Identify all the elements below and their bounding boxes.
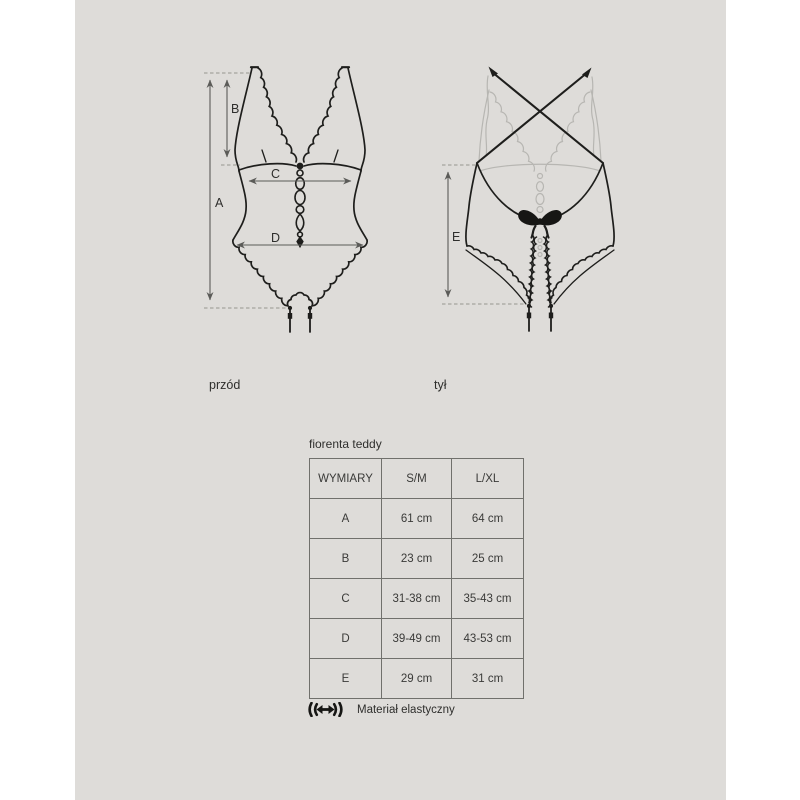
measure-label-a: A xyxy=(215,196,224,210)
front-neckline-right-scallop xyxy=(304,68,342,162)
table-row xyxy=(310,499,524,539)
back-garter-straps xyxy=(529,307,551,331)
front-bust-seam-right xyxy=(304,164,361,170)
size-table-header-row xyxy=(310,459,524,499)
table-row xyxy=(310,579,524,619)
front-leg-trim-left xyxy=(233,240,288,306)
product-name: fiorenta teddy xyxy=(309,437,382,451)
back-garter-beads xyxy=(527,304,553,318)
sm-cell: 23 cm xyxy=(382,539,452,579)
front-garter-straps xyxy=(290,309,310,332)
dim-cell: B xyxy=(310,539,382,579)
measure-label-c: C xyxy=(271,167,281,181)
col-header-dimensions: WYMIARY xyxy=(310,459,382,499)
front-bust-seam-left xyxy=(239,164,296,170)
lxl-cell: 64 cm xyxy=(452,499,524,539)
back-view-ghost-front xyxy=(479,76,601,257)
back-side-seam-right xyxy=(603,163,614,246)
front-left-strap xyxy=(235,68,252,171)
sm-cell: 61 cm xyxy=(382,499,452,539)
back-side-seam-left xyxy=(466,163,477,246)
table-row xyxy=(310,659,524,699)
size-table xyxy=(309,458,524,699)
measure-label-e: E xyxy=(452,230,461,244)
front-crotch-trim xyxy=(287,293,312,306)
table-row xyxy=(310,619,524,659)
dim-cell: A xyxy=(310,499,382,539)
front-neckline-left-scallop xyxy=(258,68,296,162)
material-note-text: Materiał elastyczny xyxy=(357,703,455,716)
measurement-guides xyxy=(204,73,527,308)
measurement-arrows xyxy=(210,80,448,300)
material-note xyxy=(307,702,455,717)
dim-cell: D xyxy=(310,619,382,659)
back-cross-strap-1 xyxy=(492,72,603,163)
ghost-neckline-left xyxy=(490,92,534,171)
dim-cell: E xyxy=(310,659,382,699)
lxl-cell: 35-43 cm xyxy=(452,579,524,619)
lxl-cell: 25 cm xyxy=(452,539,524,579)
front-dart-left xyxy=(262,150,266,162)
front-leg-trim-right xyxy=(312,240,367,306)
sm-cell: 29 cm xyxy=(382,659,452,699)
sm-cell: 31-38 cm xyxy=(382,579,452,619)
sm-cell: 39-49 cm xyxy=(382,619,452,659)
front-side-seam-right xyxy=(354,171,367,240)
front-side-seam-left xyxy=(233,171,246,240)
front-bead-closure xyxy=(295,163,305,246)
measure-label-b: B xyxy=(231,102,240,116)
measurement-letters xyxy=(215,102,460,245)
ghost-strap-left xyxy=(486,76,489,156)
front-view-label: przód xyxy=(209,378,241,392)
col-header-lxl: L/XL xyxy=(452,459,524,499)
ghost-bust-seam xyxy=(480,164,600,171)
col-header-sm: S/M xyxy=(382,459,452,499)
ghost-neckline-right xyxy=(546,92,590,171)
lxl-cell: 43-53 cm xyxy=(452,619,524,659)
front-right-strap xyxy=(348,68,365,171)
back-bow-tails xyxy=(532,226,549,238)
back-cross-strap-2 xyxy=(477,72,588,163)
lxl-cell: 31 cm xyxy=(452,659,524,699)
front-garter-beads xyxy=(288,306,312,319)
front-view-drawing xyxy=(233,67,367,332)
ghost-strap-right xyxy=(592,77,595,156)
elastic-material-icon xyxy=(307,702,344,717)
table-row xyxy=(310,539,524,579)
measure-label-d: D xyxy=(271,231,281,245)
back-view-label: tył xyxy=(434,378,447,392)
front-dart-right xyxy=(334,150,338,162)
dim-cell: C xyxy=(310,579,382,619)
